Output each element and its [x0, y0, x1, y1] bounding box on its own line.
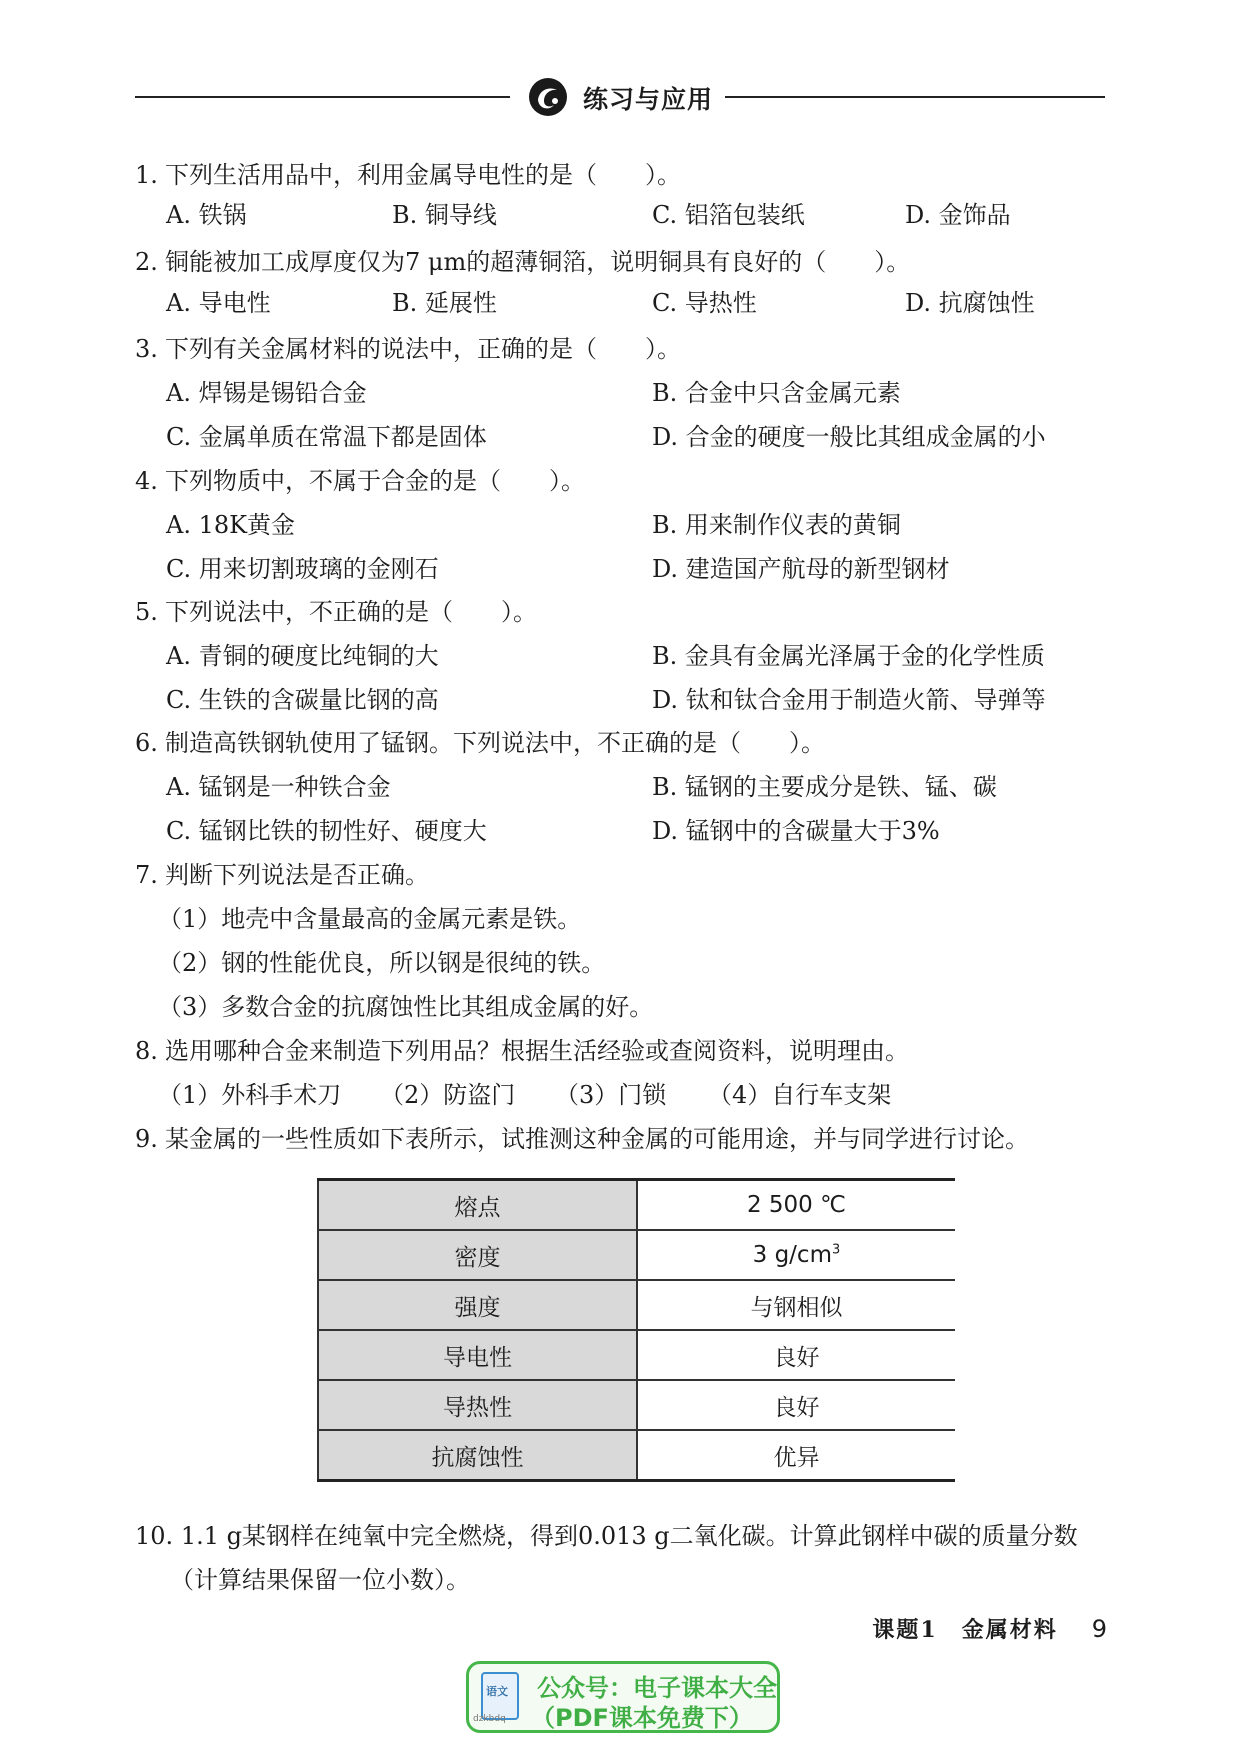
- q4-option-d: D. 建造国产航母的新型钢材: [652, 555, 950, 583]
- q2-option-b: B. 延展性: [392, 289, 497, 317]
- question-number: 3.: [135, 335, 158, 363]
- question-1: [135, 160, 681, 190]
- q4-option-a: A. 18K黄金: [166, 511, 296, 539]
- question-4: [135, 466, 585, 496]
- property-value: 良好: [637, 1330, 955, 1380]
- q6-option-c: C. 锰钢比铁的韧性好、硬度大: [166, 817, 487, 845]
- property-name: 强度: [318, 1280, 637, 1330]
- question-text: 下列说法中，不正确的是（ ）。: [165, 598, 537, 626]
- section-header: [135, 74, 1105, 120]
- question-text: 选用哪种合金来制造下列用品？根据生活经验或查阅资料，说明理由。: [165, 1037, 909, 1065]
- table-row: [318, 1430, 955, 1481]
- question-number: 1.: [135, 161, 158, 189]
- page-number: 9: [1091, 1615, 1107, 1643]
- q5-option-b: B. 金具有金属光泽属于金的化学性质: [652, 642, 1045, 670]
- q10-continuation: （计算结果保留一位小数）。: [170, 1566, 470, 1594]
- q6-option-b: B. 锰钢的主要成分是铁、锰、碳: [652, 773, 997, 801]
- q3-option-a: A. 焊锡是锡铅合金: [166, 379, 367, 407]
- book-icon: [481, 1672, 519, 1720]
- q7-statement-3: （3）多数合金的抗腐蚀性比其组成金属的好。: [158, 993, 654, 1021]
- q2-option-d: D. 抗腐蚀性: [905, 289, 1035, 317]
- question-9: [135, 1124, 1029, 1154]
- question-6: [135, 728, 825, 758]
- question-text: 铜能被加工成厚度仅为7 μm的超薄铜箔，说明铜具有良好的（ ）。: [165, 248, 911, 276]
- property-value: 良好: [637, 1380, 955, 1430]
- question-10: [135, 1521, 1078, 1551]
- question-text: 判断下列说法是否正确。: [165, 861, 429, 889]
- table-row: [318, 1380, 955, 1430]
- q8-item-1: （1）外科手术刀: [158, 1081, 342, 1109]
- q5-option-c: C. 生铁的含碳量比钢的高: [166, 686, 439, 714]
- q8-item-4: （4）自行车支架: [708, 1081, 892, 1109]
- table-row: [318, 1230, 955, 1280]
- q8-item-3: （3）门锁: [555, 1081, 667, 1109]
- q1-option-b: B. 铜导线: [392, 201, 497, 229]
- q3-option-c: C. 金属单质在常温下都是固体: [166, 423, 487, 451]
- q3-option-d: D. 合金的硬度一般比其组成金属的小: [652, 423, 1046, 451]
- question-number: 2.: [135, 248, 158, 276]
- table-row: [318, 1280, 955, 1330]
- question-number: 6.: [135, 729, 158, 757]
- q5-option-a: A. 青铜的硬度比纯铜的大: [166, 642, 439, 670]
- question-2: [135, 247, 910, 277]
- metal-properties-table: [317, 1178, 955, 1482]
- question-text: 下列物质中，不属于合金的是（ ）。: [165, 467, 585, 495]
- q7-statement-2: （2）钢的性能优良，所以钢是很纯的铁。: [158, 949, 606, 977]
- property-name: 导电性: [318, 1330, 637, 1380]
- q4-option-c: C. 用来切割玻璃的金刚石: [166, 555, 439, 583]
- header-rule-right: [725, 96, 1105, 98]
- question-number: 4.: [135, 467, 158, 495]
- swirl-logo-icon: [527, 76, 569, 118]
- table-row: [318, 1180, 955, 1231]
- question-number: 10.: [135, 1522, 174, 1550]
- property-value: 优异: [637, 1430, 955, 1481]
- property-value: 与钢相似: [637, 1280, 955, 1330]
- q6-option-d: D. 锰钢中的含碳量大于3%: [652, 817, 940, 845]
- question-number: 8.: [135, 1037, 158, 1065]
- section-title: 练习与应用: [583, 85, 714, 114]
- question-text: 某金属的一些性质如下表所示，试推测这种金属的可能用途，并与同学进行讨论。: [165, 1125, 1029, 1153]
- watermark-small-text: dzkbdq: [473, 1714, 506, 1724]
- q2-option-c: C. 导热性: [652, 289, 757, 317]
- question-text: 制造高铁钢轨使用了锰钢。下列说法中，不正确的是（ ）。: [165, 729, 825, 757]
- question-7: [135, 860, 429, 890]
- density-value: 3 g/cm: [752, 1242, 832, 1268]
- q3-option-b: B. 合金中只含金属元素: [652, 379, 901, 407]
- question-number: 9.: [135, 1125, 158, 1153]
- table-row: [318, 1330, 955, 1380]
- question-number: 7.: [135, 861, 158, 889]
- page-footer: [872, 1613, 1107, 1644]
- property-name: 导热性: [318, 1380, 637, 1430]
- q6-option-a: A. 锰钢是一种铁合金: [166, 773, 391, 801]
- section-label: 课题1 金属材料: [872, 1617, 1058, 1643]
- property-value: [637, 1230, 955, 1280]
- property-name: 密度: [318, 1230, 637, 1280]
- watermark-line-2: （PDF课本免费下）: [531, 1704, 753, 1732]
- property-name: 熔点: [318, 1180, 637, 1231]
- q7-statement-1: （1）地壳中含量最高的金属元素是铁。: [158, 905, 582, 933]
- book-icon-label: 语文: [486, 1685, 508, 1698]
- q4-option-b: B. 用来制作仪表的黄铜: [652, 511, 901, 539]
- q1-option-a: A. 铁锅: [166, 201, 247, 229]
- question-text: 1.1 g某钢样在纯氧中完全燃烧，得到0.013 g二氧化碳。计算此钢样中碳的质量分数: [180, 1522, 1078, 1550]
- question-5: [135, 597, 537, 627]
- q5-option-d: D. 钛和钛合金用于制造火箭、导弹等: [652, 686, 1046, 714]
- question-8: [135, 1036, 909, 1066]
- watermark-badge: [466, 1661, 780, 1733]
- watermark-line-1: 公众号：电子课本大全: [537, 1674, 777, 1702]
- header-rule-left: [135, 96, 510, 98]
- q2-option-a: A. 导电性: [166, 289, 271, 317]
- q8-item-2: （2）防盗门: [380, 1081, 516, 1109]
- density-exponent: 3: [831, 1242, 841, 1258]
- question-number: 5.: [135, 598, 158, 626]
- question-text: 下列生活用品中，利用金属导电性的是（ ）。: [165, 161, 681, 189]
- q1-option-d: D. 金饰品: [905, 201, 1011, 229]
- question-3: [135, 334, 681, 364]
- q1-option-c: C. 铝箔包装纸: [652, 201, 805, 229]
- property-name: 抗腐蚀性: [318, 1430, 637, 1481]
- property-value: 2 500 ℃: [637, 1180, 955, 1231]
- question-text: 下列有关金属材料的说法中，正确的是（ ）。: [165, 335, 681, 363]
